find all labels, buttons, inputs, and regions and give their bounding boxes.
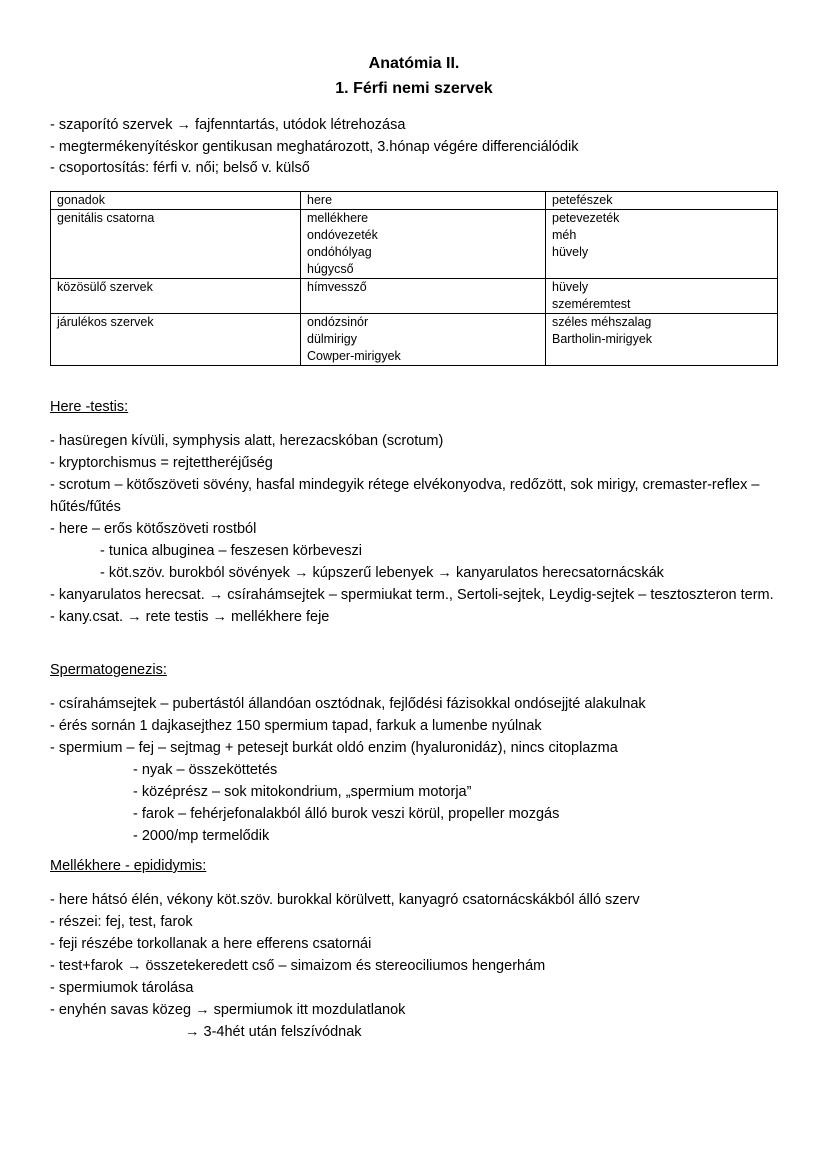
cell-line: dülmirigy <box>307 332 358 346</box>
section-line: - csírahámsejtek – pubertástól állandóan osztódnak, fejlődési fázisokkal ondósejjté alakulnak <box>50 696 646 712</box>
section-line: - spermiumok tárolása <box>50 980 194 996</box>
table-cell: genitális csatorna <box>51 210 301 279</box>
table-cell: közösülő szervek <box>51 279 301 314</box>
cell-line: ondózsinór <box>307 315 369 329</box>
table-cell: gonadok <box>51 192 301 210</box>
chapter-title: 1. Férfi nemi szervek <box>335 80 493 97</box>
table-cell <box>301 279 546 314</box>
section-line: - here hátsó élén, vékony köt.szöv. burokkal körülvett, kanyagró csatornácskákból álló szerv <box>50 892 640 908</box>
cell-line: húgycső <box>307 262 354 276</box>
section-line: - enyhén savas közeg → spermiumok itt mozdulatlanok <box>50 1002 406 1018</box>
section-line: → 3-4hét után felszívódnak <box>185 1024 362 1040</box>
section-heading: Here -testis: <box>50 399 129 415</box>
section-line: - farok – fehérjefonalakból álló burok veszi körül, propeller mozgás <box>133 806 560 822</box>
section-line: - scrotum – kötőszöveti sövény, hasfal mindegyik rétege elvékonyodva, redőzött, sok mirigy, cremaster-reflex – hűtés/fűtés <box>50 477 760 515</box>
section-heading: Spermatogenezis: <box>50 662 167 678</box>
table-header-row <box>51 192 778 210</box>
section-line: - here – erős kötőszöveti rostból <box>50 521 257 537</box>
table-cell <box>301 210 546 279</box>
cell-line: ondóvezeték <box>307 228 378 242</box>
section-heading: Mellékhere - epididymis: <box>50 858 207 874</box>
section-line: - 2000/mp termelődik <box>133 828 270 844</box>
cell-line: Bartholin-mirigyek <box>552 332 653 346</box>
section-line: - tunica albuginea – feszesen körbeveszi <box>100 543 362 559</box>
section-here <box>50 396 790 628</box>
intro-line: - csoportosítás: férfi v. női; belső v. külső <box>50 160 310 176</box>
section-line: - kany.csat. → rete testis → mellékhere feje <box>50 609 330 625</box>
section-line: - köt.szöv. burokból sövények → kúpszerű lebenyek → kanyarulatos herecsatornácskák <box>100 565 664 581</box>
section-line: - hasüregen kívüli, symphysis alatt, herezacskóban (scrotum) <box>50 433 444 449</box>
cell-line: mellékhere <box>307 211 369 225</box>
section-spermatogenezis <box>50 659 790 847</box>
section-line: - kanyarulatos herecsat. → csírahámsejtek – spermiukat term., Sertoli-sejtek, Leydig-sejtek – tesztoszteron term. <box>50 587 774 603</box>
section-line: - részei: fej, test, farok <box>50 914 193 930</box>
section-line: - érés sornán 1 dajkasejthez 150 spermium tapad, farkuk a lumenbe nyúlnak <box>50 718 542 734</box>
section-line: - nyak – összeköttetés <box>133 762 278 778</box>
section-line: - spermium – fej – sejtmag + petesejt burkát oldó enzim (hyaluronidáz), nincs citoplazma <box>50 740 618 756</box>
document-title: Anatómia II. <box>368 55 460 72</box>
intro-line: - szaporító szervek → fajfenntartás, utódok létrehozása <box>50 117 406 133</box>
table-row <box>51 210 778 279</box>
section-line: - középrész – sok mitokondrium, „spermium motorja” <box>133 784 472 800</box>
table-cell <box>546 210 778 279</box>
section-line: - test+farok → összetekeredett cső – simaizom és stereociliumos hengerhám <box>50 958 546 974</box>
section-line: - kryptorchismus = rejtettheréjűség <box>50 455 273 471</box>
cell-line: Cowper-mirigyek <box>307 349 401 363</box>
table-row <box>51 314 778 366</box>
table-cell <box>301 314 546 366</box>
intro-line: - megtermékenyítéskor gentikusan meghatározott, 3.hónap végére differenciálódik <box>50 138 579 155</box>
organ-classification-table <box>50 191 778 366</box>
cell-line: hímvessző <box>307 280 367 294</box>
section-mellekhere <box>50 855 790 1043</box>
table-cell <box>546 279 778 314</box>
cell-line: méh <box>552 228 577 242</box>
table-row <box>51 279 778 314</box>
cell-line: hüvely <box>552 280 589 294</box>
cell-line: hüvely <box>552 245 589 259</box>
table-cell: here <box>301 192 546 210</box>
table-cell: petefészek <box>546 192 778 210</box>
cell-line: ondóhólyag <box>307 245 372 259</box>
cell-line: széles méhszalag <box>552 315 652 329</box>
cell-line: szeméremtest <box>552 297 631 311</box>
table-cell: járulékos szervek <box>51 314 301 366</box>
section-line: - feji részébe torkollanak a here efferens csatornái <box>50 936 372 952</box>
table-cell <box>546 314 778 366</box>
intro-list <box>50 115 780 180</box>
cell-line: petevezeték <box>552 211 620 225</box>
